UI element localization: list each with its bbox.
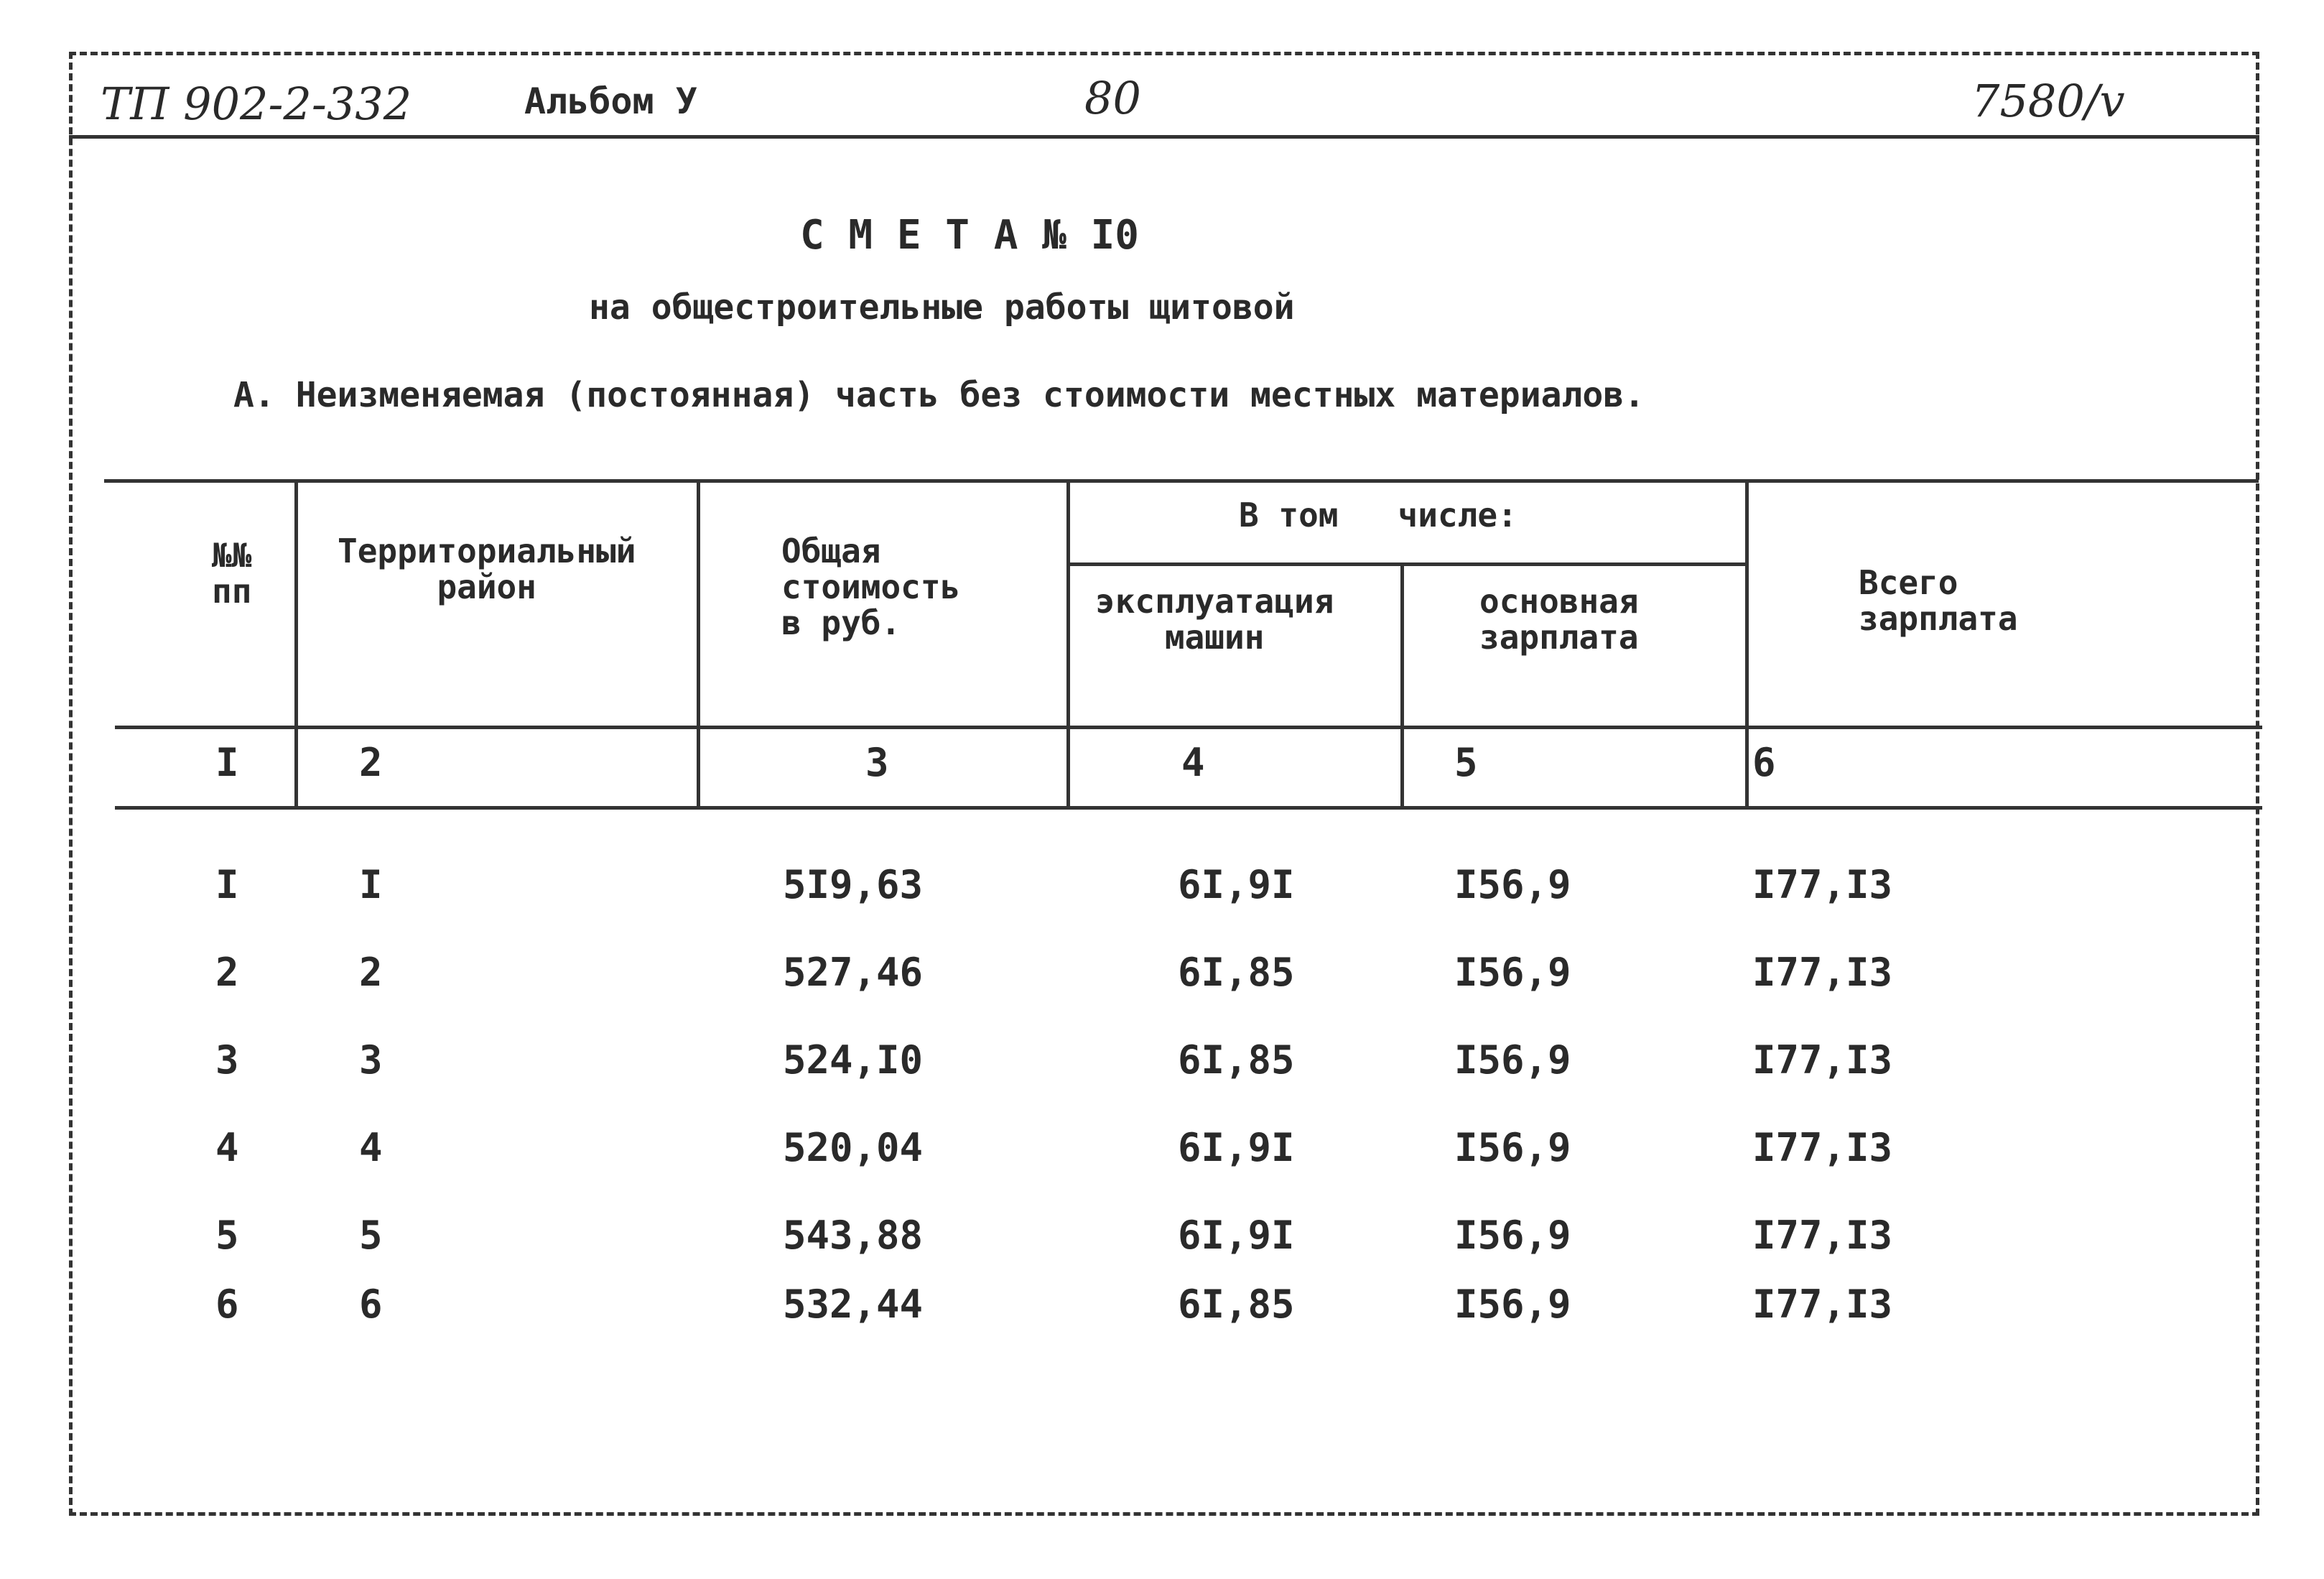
machine-operation-cell: 6I,9I	[1178, 862, 1295, 907]
column-number: I	[215, 740, 239, 785]
row-number-cell: 5	[215, 1213, 239, 1258]
total-cost-cell: 524,I0	[783, 1037, 924, 1083]
column-number: 4	[1181, 740, 1205, 785]
district-cell: 2	[359, 950, 383, 995]
total-salary-cell: I77,I3	[1752, 950, 1893, 995]
col-divider-5	[1745, 479, 1749, 806]
col-divider-3	[1066, 479, 1070, 806]
header-basic-salary: основная зарплата	[1479, 582, 1639, 657]
basic-salary-cell: I56,9	[1454, 1125, 1571, 1170]
district-cell: 5	[359, 1213, 383, 1258]
row-number-cell: 3	[215, 1037, 239, 1083]
row-number-cell: I	[215, 862, 239, 907]
column-number: 5	[1454, 740, 1478, 785]
sheet-code: 7580/v	[1971, 75, 2125, 127]
machine-operation-cell: 6I,9I	[1178, 1125, 1295, 1170]
page-number: 80	[1084, 72, 1141, 124]
table-body-rule	[115, 806, 2262, 810]
header-row-number: №№ пп	[212, 536, 252, 611]
district-cell: 3	[359, 1037, 383, 1083]
basic-salary-cell: I56,9	[1454, 1213, 1571, 1258]
group-header-rule	[1066, 562, 1745, 566]
header-machine-operation: эксплуатация машин	[1095, 582, 1334, 657]
column-number-rule	[115, 726, 2262, 729]
header-including-group: В том числе:	[1239, 496, 1517, 534]
header-territorial-district: Территориальный район	[338, 532, 636, 606]
district-cell: I	[359, 862, 383, 907]
col-divider-4	[1400, 562, 1404, 806]
column-number: 2	[359, 740, 383, 785]
basic-salary-cell: I56,9	[1454, 950, 1571, 995]
header-divider	[69, 135, 2259, 139]
row-number-cell: 6	[215, 1282, 239, 1327]
row-number-cell: 2	[215, 950, 239, 995]
machine-operation-cell: 6I,9I	[1178, 1213, 1295, 1258]
total-cost-cell: 532,44	[783, 1282, 924, 1327]
total-salary-cell: I77,I3	[1752, 1282, 1893, 1327]
total-salary-cell: I77,I3	[1752, 1037, 1893, 1083]
column-number: 6	[1752, 740, 1776, 785]
district-cell: 6	[359, 1282, 383, 1327]
machine-operation-cell: 6I,85	[1178, 1037, 1295, 1083]
total-salary-cell: I77,I3	[1752, 1125, 1893, 1170]
row-number-cell: 4	[215, 1125, 239, 1170]
basic-salary-cell: I56,9	[1454, 1282, 1571, 1327]
album-label: Альбом У	[524, 80, 697, 122]
header-total-salary: Всего зарплата	[1859, 563, 2018, 638]
total-cost-cell: 527,46	[783, 950, 924, 995]
col-divider-2	[697, 479, 700, 806]
basic-salary-cell: I56,9	[1454, 862, 1571, 907]
page-frame	[69, 52, 2259, 1516]
district-cell: 4	[359, 1125, 383, 1170]
total-cost-cell: 5I9,63	[783, 862, 924, 907]
total-salary-cell: I77,I3	[1752, 1213, 1893, 1258]
document-title: С М Е Т А № I0	[799, 212, 1139, 259]
total-salary-cell: I77,I3	[1752, 862, 1893, 907]
total-cost-cell: 543,88	[783, 1213, 924, 1258]
basic-salary-cell: I56,9	[1454, 1037, 1571, 1083]
machine-operation-cell: 6I,85	[1178, 1282, 1295, 1327]
section-title: А. Неизменяемая (постоянная) часть без стоимости местных материалов.	[233, 375, 1645, 415]
machine-operation-cell: 6I,85	[1178, 950, 1295, 995]
total-cost-cell: 520,04	[783, 1125, 924, 1170]
column-number: 3	[865, 740, 889, 785]
col-divider-1	[294, 479, 298, 806]
project-code: ТП 902-2-332	[101, 78, 412, 130]
header-total-cost: Общая стоимость в руб.	[781, 532, 961, 642]
document-subtitle: на общестроительные работы щитовой	[589, 287, 1295, 328]
table-top-rule	[104, 479, 2259, 483]
